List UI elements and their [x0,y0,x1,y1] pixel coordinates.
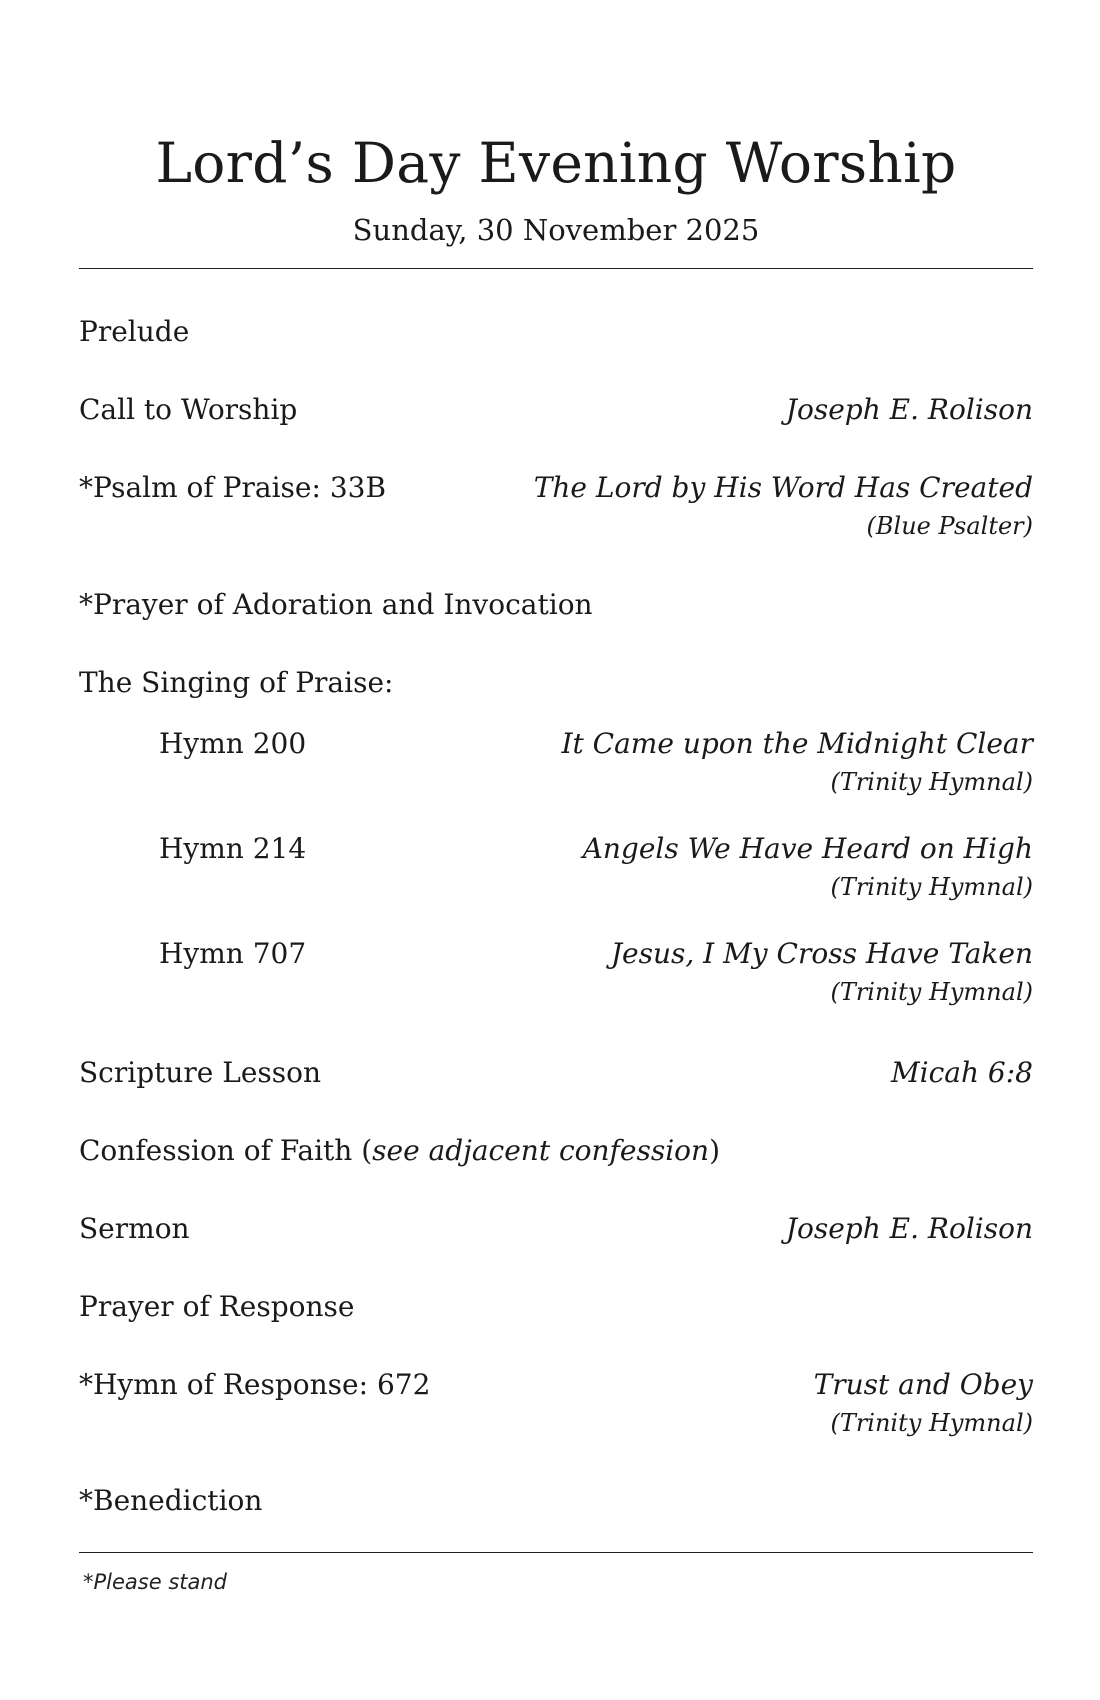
confession-note: see adjacent confession [372,1134,710,1167]
leader-name: Joseph E. Rolison [785,393,1033,426]
item-label: *Benediction [79,1484,263,1517]
item-detail [611,934,1033,1010]
order-item-psalm-of-praise [79,468,1033,540]
item-detail [891,1053,1033,1093]
item-detail [583,829,1033,905]
preacher-name: Joseph E. Rolison [785,1212,1033,1245]
hymn-source: (Trinity Hymnal) [830,978,1033,1006]
footer-divider [79,1552,1033,1553]
confession-close: ) [709,1134,721,1167]
order-item-sermon [79,1209,1033,1249]
hymn-source: (Trinity Hymnal) [830,768,1033,796]
item-label: *Prayer of Adoration and Invocation [79,588,593,621]
order-item-benediction [79,1481,1033,1521]
order-item-prayer-response [79,1287,1033,1327]
header-divider [79,268,1033,269]
hymn-item [79,724,1033,796]
item-label: The Singing of Praise: [79,666,394,699]
item-label: *Psalm of Praise: 33B [79,471,387,504]
bulletin-page [79,0,1033,1700]
hymn-title: Jesus, I My Cross Have Taken [610,937,1033,970]
item-detail [786,1209,1033,1249]
item-detail [561,724,1033,800]
item-label: Prelude [79,315,190,348]
footnote: *Please stand [83,1570,228,1594]
hymn-source: (Trinity Hymnal) [830,873,1033,901]
order-item-call-to-worship [79,390,1033,430]
item-label: Sermon [79,1212,190,1245]
item-label: Call to Worship [79,393,298,426]
order-item-singing-of-praise [79,663,1033,703]
item-label: Prayer of Response [79,1290,355,1323]
item-label: *Hymn of Response: 672 [79,1368,431,1401]
item-detail [786,390,1033,430]
hymn-item [79,934,1033,1006]
hymn-title: It Came upon the Midnight Clear [561,727,1033,760]
hymn-item [79,829,1033,901]
order-item-scripture-lesson [79,1053,1033,1093]
hymn-number: Hymn 214 [159,832,307,865]
service-date: Sunday, 30 November 2025 [352,213,760,247]
order-item-confession-of-faith [79,1131,1033,1171]
item-label [79,1131,720,1171]
order-item-prelude [79,312,1033,352]
item-label: Scripture Lesson [79,1056,322,1089]
order-item-prayer-adoration [79,585,1033,625]
scripture-reference: Micah 6:8 [891,1056,1033,1089]
hymn-title: Trust and Obey [813,1368,1033,1401]
order-item-hymn-of-response [79,1365,1033,1437]
confession-label: Confession of Faith ( [79,1134,373,1167]
page-title: Lord’s Day Evening Worship [155,131,957,195]
hymn-number: Hymn 707 [159,937,307,970]
item-detail [814,1365,1033,1441]
psalm-source: (Blue Psalter) [866,512,1033,540]
hymn-title: Angels We Have Heard on High [582,832,1033,865]
psalm-title: The Lord by His Word Has Created [533,471,1033,504]
hymn-number: Hymn 200 [159,727,307,760]
item-detail [534,468,1033,544]
hymn-source: (Trinity Hymnal) [830,1409,1033,1437]
